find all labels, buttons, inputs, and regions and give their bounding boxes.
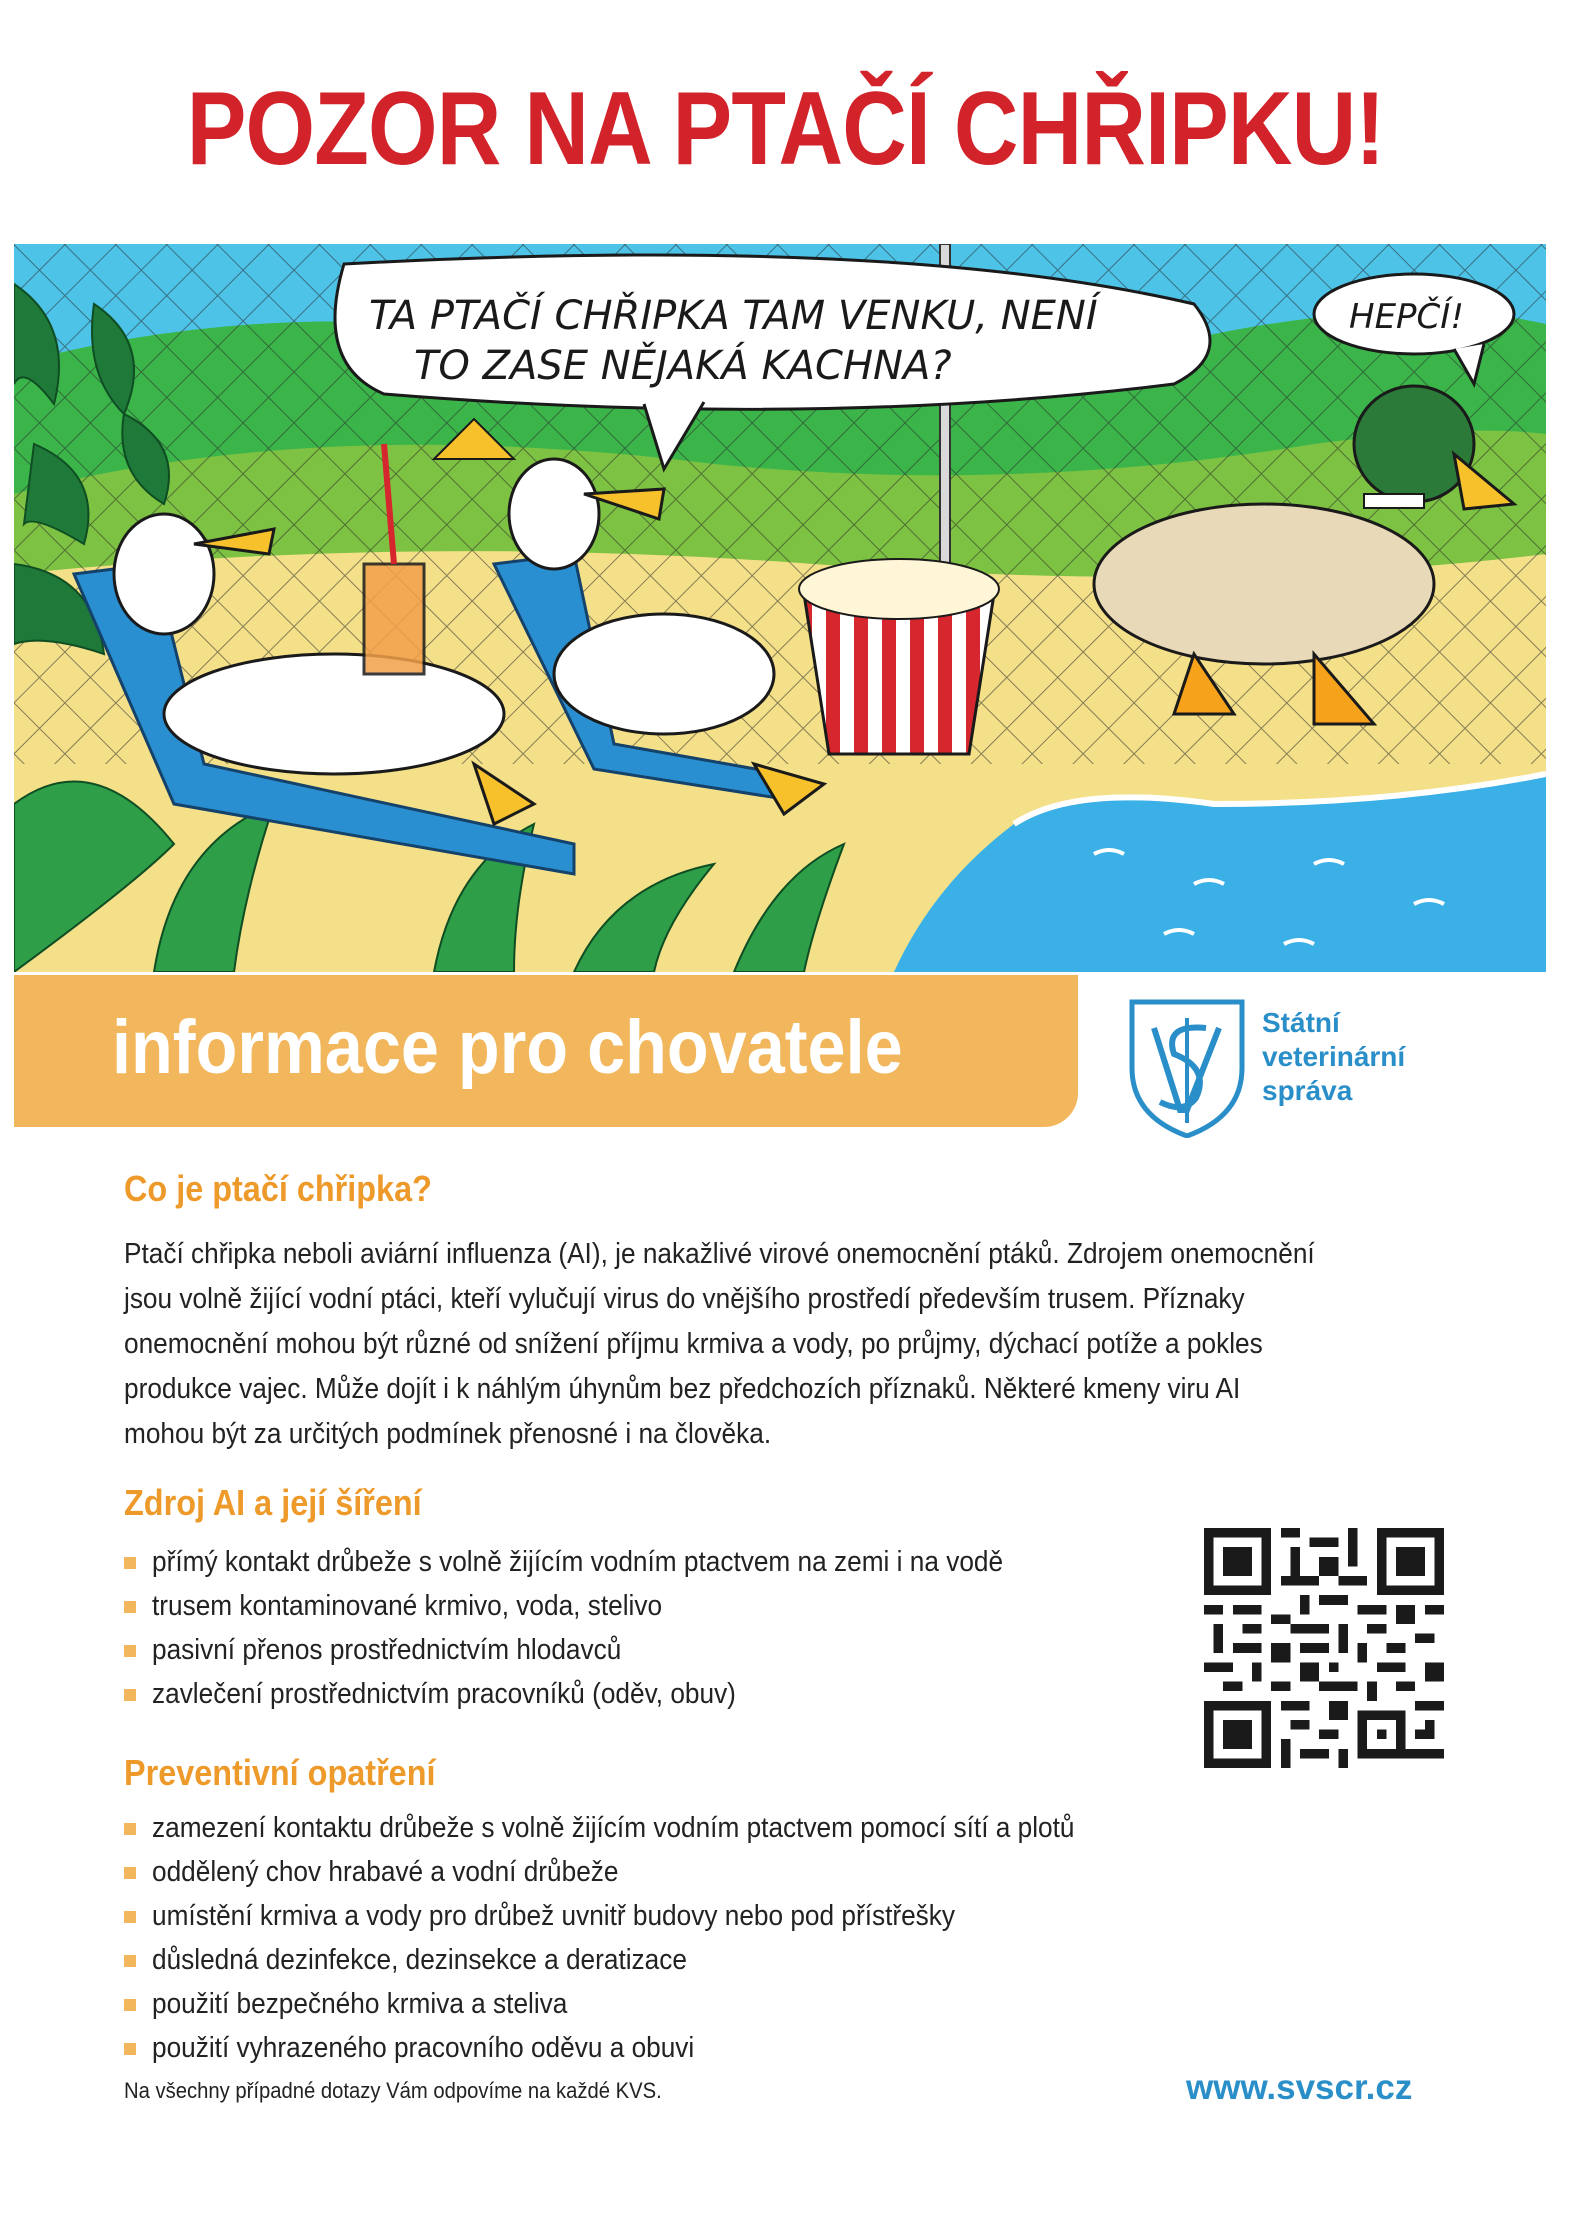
- list-item: umístění krmiva a vody pro drůbež uvnitř budovy nebo pod přístřešky: [124, 1894, 1155, 1938]
- bullet-square-icon: [124, 1867, 136, 1879]
- info-banner-text: informace pro chovatele: [112, 1005, 903, 1090]
- bullet-square-icon: [124, 1689, 136, 1701]
- list-item: důsledná dezinfekce, dezinsekce a deratizace: [124, 1938, 1155, 1982]
- list-item: trusem kontaminované krmivo, voda, stelivo: [124, 1584, 1077, 1628]
- section-heading-source: Zdroj AI a její šíření: [124, 1482, 422, 1523]
- list-item: oddělený chov hrabavé a vodní drůbeže: [124, 1850, 1155, 1894]
- bullet-square-icon: [124, 1823, 136, 1835]
- list-item: použití vyhrazeného pracovního oděvu a obuvi: [124, 2026, 1155, 2070]
- paragraph-line: produkce vajec. Může dojít i k náhlým úhynům bez předchozích příznaků. Některé kmeny viru AI: [124, 1373, 1241, 1405]
- paragraph-line: mohou být za určitých podmínek přenosné i na člověka.: [124, 1418, 772, 1450]
- source-list: [124, 1540, 1077, 1716]
- list-item: přímý kontakt drůbeže s volně žijícím vodním ptactvem na zemi i na vodě: [124, 1540, 1077, 1584]
- footer-website-link[interactable]: www.svscr.cz: [1186, 2068, 1413, 2107]
- list-item: zamezení kontaktu drůbeže s volně žijícím vodním ptactvem pomocí sítí a plotů: [124, 1806, 1155, 1850]
- section-heading-what-is: Co je ptačí chřipka?: [124, 1168, 432, 1209]
- footer-note: Na všechny případné dotazy Vám odpovíme na každé KVS.: [124, 2078, 662, 2103]
- cartoon-illustration: [14, 244, 1546, 972]
- bullet-square-icon: [124, 1999, 136, 2011]
- speech-bubble-right: HEPČÍ!: [1349, 297, 1464, 337]
- paragraph-line: Ptačí chřipka neboli aviární influenza (AI), je nakažlivé virové onemocnění ptáků. Zdrojem onemocnění: [124, 1238, 1315, 1270]
- list-item: pasivní přenos prostřednictvím hlodavců: [124, 1628, 1077, 1672]
- bullet-square-icon: [124, 1911, 136, 1923]
- prevention-list: [124, 1806, 1155, 2070]
- speech-bubble-left-line1: TA PTAČÍ CHŘIPKA TAM VENKU, NENÍ: [369, 293, 1098, 339]
- bullet-square-icon: [124, 1955, 136, 1967]
- qr-code[interactable]: [1204, 1528, 1444, 1768]
- bullet-square-icon: [124, 1557, 136, 1569]
- list-item: použití bezpečného krmiva a steliva: [124, 1982, 1155, 2026]
- list-item: zavlečení prostřednictvím pracovníků (oděv, obuv): [124, 1672, 1077, 1716]
- logo-line1: Státní: [1262, 1007, 1340, 1038]
- speech-bubble-left-line2: TO ZASE NĚJAKÁ KACHNA?: [414, 343, 952, 389]
- bullet-square-icon: [124, 1601, 136, 1613]
- paragraph-line: onemocnění mohou být různé od snížení příjmu krmiva a vody, po průjmy, dýchací potíže a pokles: [124, 1328, 1263, 1360]
- svs-logo-text: [1262, 1006, 1405, 1108]
- logo-line3: správa: [1262, 1075, 1353, 1106]
- bullet-square-icon: [124, 1645, 136, 1657]
- section-heading-prevention: Preventivní opatření: [124, 1752, 436, 1793]
- paragraph-line: jsou volně žijící vodní ptáci, kteří vylučují virus do vnějšího prostředí především trusem. Příznaky: [124, 1283, 1245, 1315]
- section-paragraph-what-is: [124, 1232, 1444, 1457]
- poster-title: POZOR NA PTAČÍ CHŘIPKU!: [186, 71, 1385, 187]
- bullet-square-icon: [124, 2043, 136, 2055]
- logo-line2: veterinární: [1262, 1041, 1406, 1072]
